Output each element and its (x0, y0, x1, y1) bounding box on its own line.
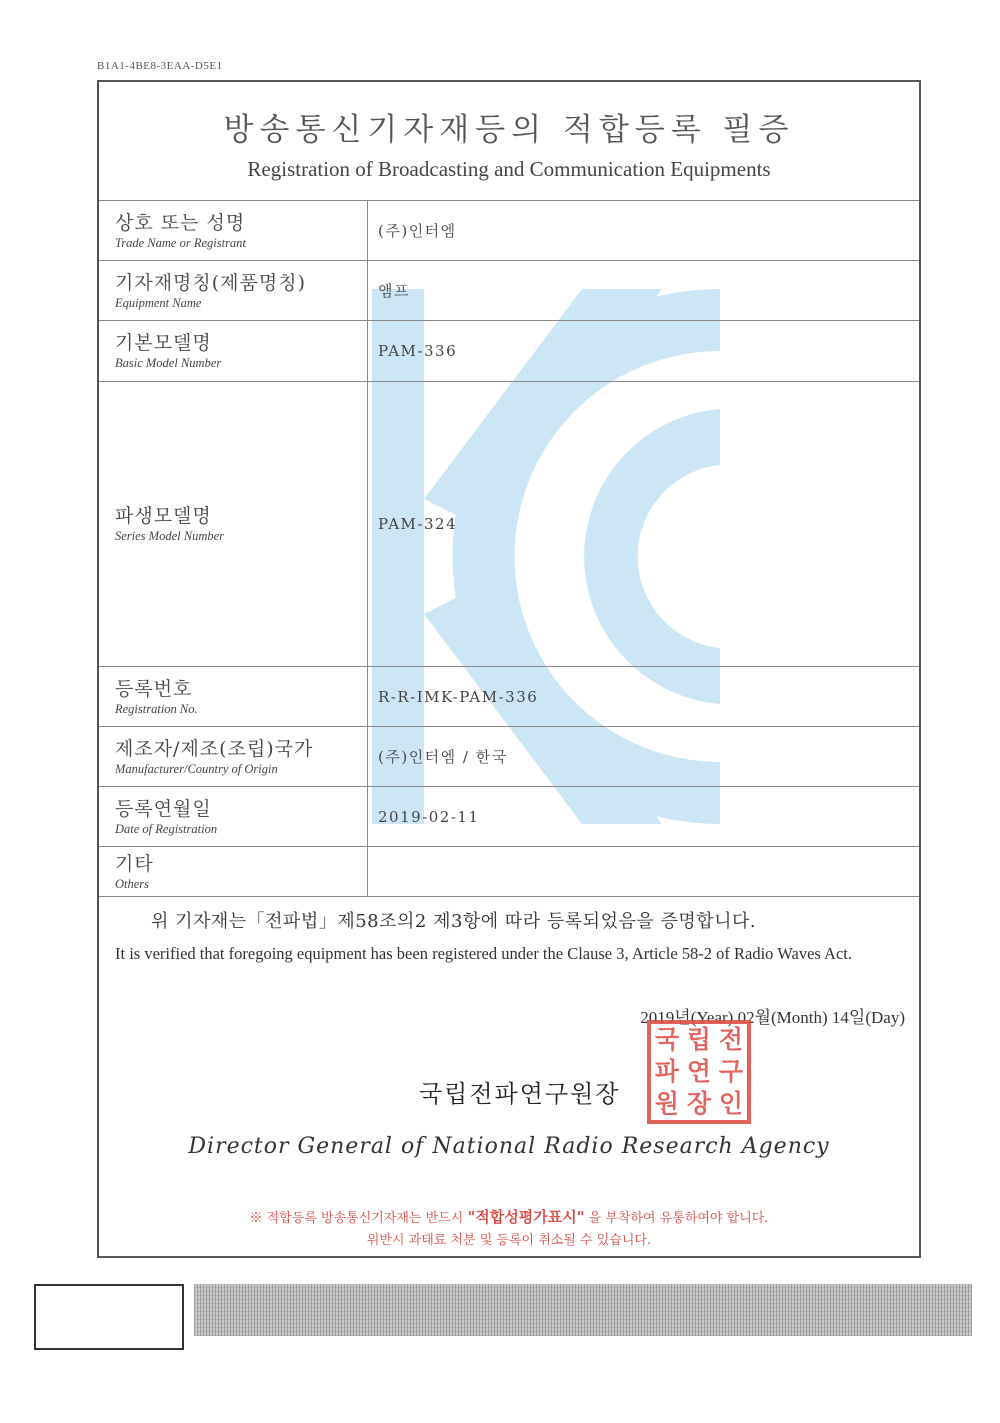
label-ko: 기타 (115, 852, 154, 875)
label-en: Others (115, 876, 150, 891)
label-en: Basic Model Number (115, 356, 222, 370)
statement-english: It is verified that foregoing equipment has been registered under the Clause 3, Article 58-2 of Radio Waves Act. (115, 944, 852, 963)
label-ko: 기본모델명 (115, 332, 212, 354)
certificate-title-korean: 방송통신기자재등의 적합등록 필증 (223, 112, 795, 148)
label-ko: 등록연월일 (115, 797, 212, 820)
label-en: Series Model Number (115, 529, 225, 543)
value-trade-name: (주)인터엠 (368, 201, 920, 261)
seal-char: 립 (686, 1025, 712, 1054)
label-ko: 상호 또는 성명 (115, 211, 246, 234)
label-en: Trade Name or Registrant (115, 235, 246, 250)
compliance-notice (99, 1206, 919, 1252)
seal-char: 장 (686, 1089, 712, 1118)
seal-char: 연 (686, 1057, 712, 1086)
certificate-frame (97, 80, 921, 1258)
row-basic-model (99, 321, 919, 382)
signatory-korean: 국립전파연구원장 (419, 1080, 621, 1108)
row-others (99, 847, 919, 897)
seal-char: 전 (718, 1025, 744, 1054)
security-pattern-strip (194, 1284, 972, 1336)
seal-char: 국 (654, 1025, 680, 1054)
value-manufacturer: (주)인터엠 / 한국 (368, 727, 920, 787)
signatory-english: Director General of National Radio Research Agency (188, 1134, 830, 1159)
row-manufacturer (99, 727, 919, 787)
notice-prefix: ※ 적합등록 방송통신기자재는 반드시 (249, 1211, 464, 1226)
label-en: Equipment Name (115, 295, 202, 310)
seal-char: 원 (654, 1089, 680, 1118)
label-ko: 제조자/제조(조립)국가 (115, 737, 314, 760)
document-code: B1A1-4BE8-3EAA-D5E1 (97, 60, 223, 72)
row-series-model (99, 382, 919, 667)
row-equipment-name (99, 261, 919, 321)
issue-date: 2019년(Year) 02월(Month) 14일(Day) (640, 1008, 905, 1027)
notice-line-2: 위반시 과태료 처분 및 등록이 취소될 수 있습니다. (366, 1233, 652, 1248)
value-others (368, 847, 920, 897)
row-trade-name (99, 201, 919, 261)
row-registration-no (99, 667, 919, 727)
seal-char: 인 (718, 1089, 744, 1118)
value-equipment-name: 앰프 (368, 261, 920, 321)
notice-emphasis: "적합성평가표시" (467, 1208, 585, 1226)
notice-suffix: 을 부착하여 유통하여야 합니다. (588, 1211, 769, 1226)
seal-char: 구 (718, 1057, 744, 1086)
value-series-model: PAM-324 (368, 382, 920, 667)
statement-korean: 위 기자재는「전파법」제58조의2 제3항에 따라 등록되었음을 증명합니다. (151, 911, 757, 932)
registration-table (99, 200, 919, 897)
seal-char: 파 (654, 1057, 680, 1086)
blank-box (34, 1284, 184, 1350)
label-en: Registration No. (115, 701, 198, 716)
label-ko: 등록번호 (115, 677, 193, 700)
label-en: Date of Registration (115, 821, 218, 836)
value-basic-model: PAM-336 (368, 321, 920, 382)
value-registration-no: R-R-IMK-PAM-336 (368, 667, 920, 727)
official-seal (647, 1020, 751, 1124)
value-registration-date: 2019-02-11 (368, 787, 920, 847)
row-registration-date (99, 787, 919, 847)
certificate-title-english: Registration of Broadcasting and Communication Equipments (247, 157, 771, 181)
label-ko: 기자재명칭(제품명칭) (115, 271, 307, 294)
label-en: Manufacturer/Country of Origin (115, 761, 278, 776)
notice-line-1 (99, 1206, 919, 1230)
label-ko: 파생모델명 (115, 505, 212, 527)
